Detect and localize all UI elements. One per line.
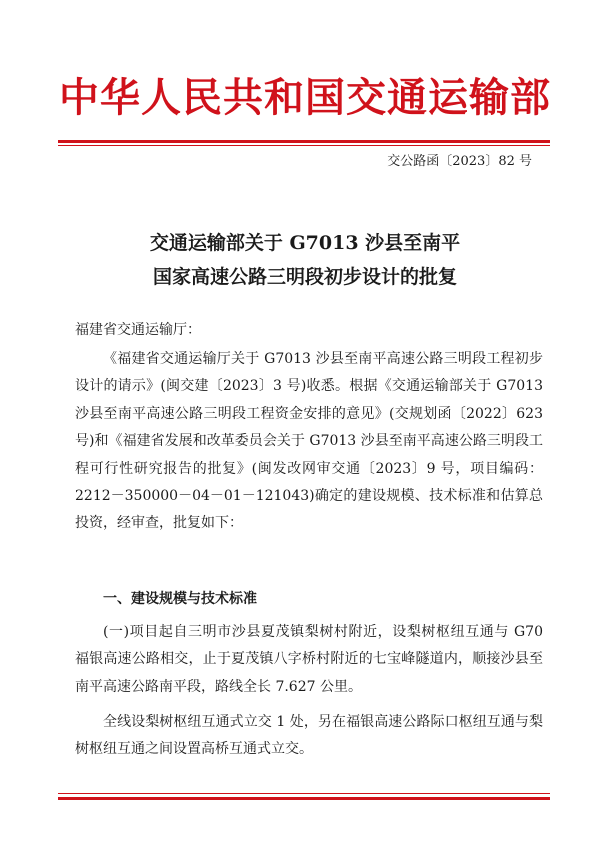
section-heading-1: 一、建设规模与技术标准: [103, 591, 257, 607]
footer-red-rule-thin: [58, 793, 550, 794]
addressee: 福建省交通运输厅：: [75, 322, 201, 338]
document-number: 交公路函〔2023〕82 号: [387, 154, 532, 169]
header-red-rule-thick: [58, 140, 550, 143]
document-title-line-2: 国家高速公路三明段初步设计的批复: [152, 266, 457, 288]
masthead-title: 中华人民共和国交通运输部: [59, 75, 551, 121]
body-paragraph-3: 全线设梨树枢纽互通式立交 1 处，另在福银高速公路际口枢纽互通与梨树枢纽互通之间设置高桥互通式立交。: [75, 714, 543, 758]
footer-red-rule-thick: [58, 797, 550, 800]
body-paragraph-2: (一)项目起自三明市沙县夏茂镇梨树村附近，设梨树枢纽互通与 G70 福银高速公路相交，止于夏茂镇八字桥村附近的七宝峰隧道内，顺接沙县至南平高速公路南平段，路线全长 7.627 公里。: [75, 624, 543, 695]
document-title-line-1: 交通运输部关于 G7013 沙县至南平: [149, 232, 461, 254]
body-paragraph-1: 《福建省交通运输厅关于 G7013 沙县至南平高速公路三明段工程初步设计的请示》(闽交建〔2023〕3 号)收悉。根据《交通运输部关于 G7013 沙县至南平高速公路三明段工程资金安排的意见》(交规划函〔2022〕623 号)和《福建省发展和改革委员会关于 G7013 沙县至南平高速公路三明段工程可行性研究报告的批复》(闽发改网审交通〔2023〕9 号，项目编码：2212－350000－04－01－121043)确定的建设规模、技术标准和估算总投资，经审查，批复如下：: [75, 351, 543, 532]
header-red-rule-thin: [58, 145, 550, 146]
